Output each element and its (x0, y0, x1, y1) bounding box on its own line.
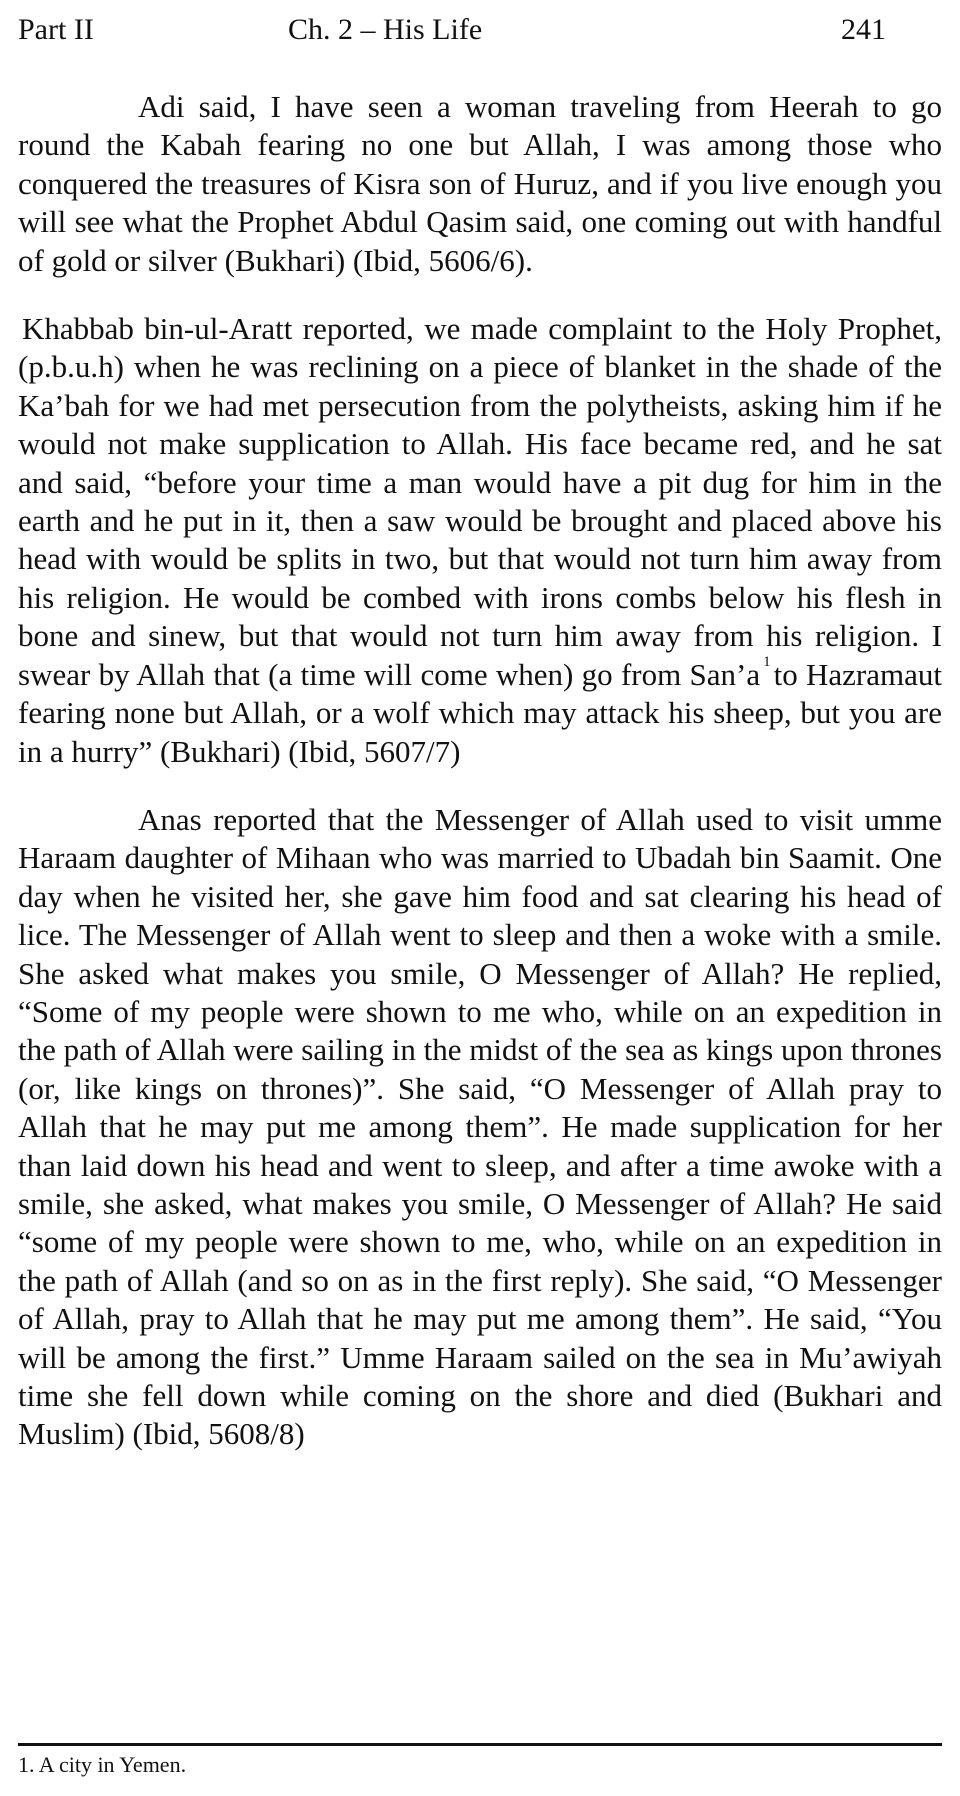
footnote-divider (18, 1743, 942, 1746)
paragraph-khabbab (18, 310, 942, 771)
paragraph-anas: Anas reported that the Messenger of Allah used to visit umme Haraam daughter of Mihaan who was married to Ubadah bin Saamit. One day when he visited her, she gave him food and sat clearing his head of lice. The Messenger of Allah went to sleep and then a woke with a smile. She asked what makes you smile, O Messenger of Allah? He replied, “Some of my people were shown to me who, while on an expedition in the path of Allah were sailing in the midst of the sea as kings upon thrones (or, like kings on thrones)”. She said, “O Messenger of Allah pray to Allah that he may put me among them”. He made supplication for her than laid down his head and went to sleep, and after a time awoke with a smile, she asked, what makes you smile, O Messenger of Allah? He said “some of my people were shown to me, who, while on an expedition in the path of Allah (and so on as in the first reply). She said, “O Messenger of Allah, pray to Allah that he may put me among them”. He said, “You will be among the first.” Umme Haraam sailed on the sea in Mu’awiyah time she fell down while coming on the shore and died (Bukhari and Muslim) (Ibid, 5608/8) (18, 801, 942, 1452)
footnote-reference[interactable]: 1 (763, 653, 771, 670)
body-text (18, 88, 942, 1454)
footnote: 1. A city in Yemen. (18, 1752, 187, 1777)
chapter-title: Ch. 2 – His Life (288, 13, 483, 46)
book-page (18, 0, 942, 1796)
part-label: Part II (18, 13, 94, 46)
running-header (18, 10, 942, 50)
paragraph-khabbab-part-1: Khabbab bin-ul-Aratt reported, we made complaint to the Holy Prophet, (p.b.u.h) when he was reclining on a piece of blanket in the shade of the Ka’bah for we had met persecution from the polytheists, asking him if he would not make supplication to Allah. His face became red, and he sat and said, “before your time a man would have a pit dug for him in the earth and he put in it, then a saw would be brought and placed above his head with would be splits in two, but that would not turn him away from his religion. He would be combed with irons combs below his flesh in bone and sinew, but that would not turn him away from his religion. I swear by Allah that (a time will come when) go from San’a (18, 311, 942, 692)
paragraph-khabbab-part-2: to Hazramaut fearing none but Allah, or a wolf which may attack his sheep, but you are in a hurry” (Bukhari) (Ibid, 5607/7) (18, 656, 942, 769)
page-number: 241 (841, 13, 886, 46)
paragraph-adi: Adi said, I have seen a woman traveling from Heerah to go round the Kabah fearing no one but Allah, I was among those who conquered the treasures of Kisra son of Huruz, and if you live enough you will see what the Prophet Abdul Qasim said, one coming out with handful of gold or silver (Bukhari) (Ibid, 5606/6). (18, 89, 942, 278)
